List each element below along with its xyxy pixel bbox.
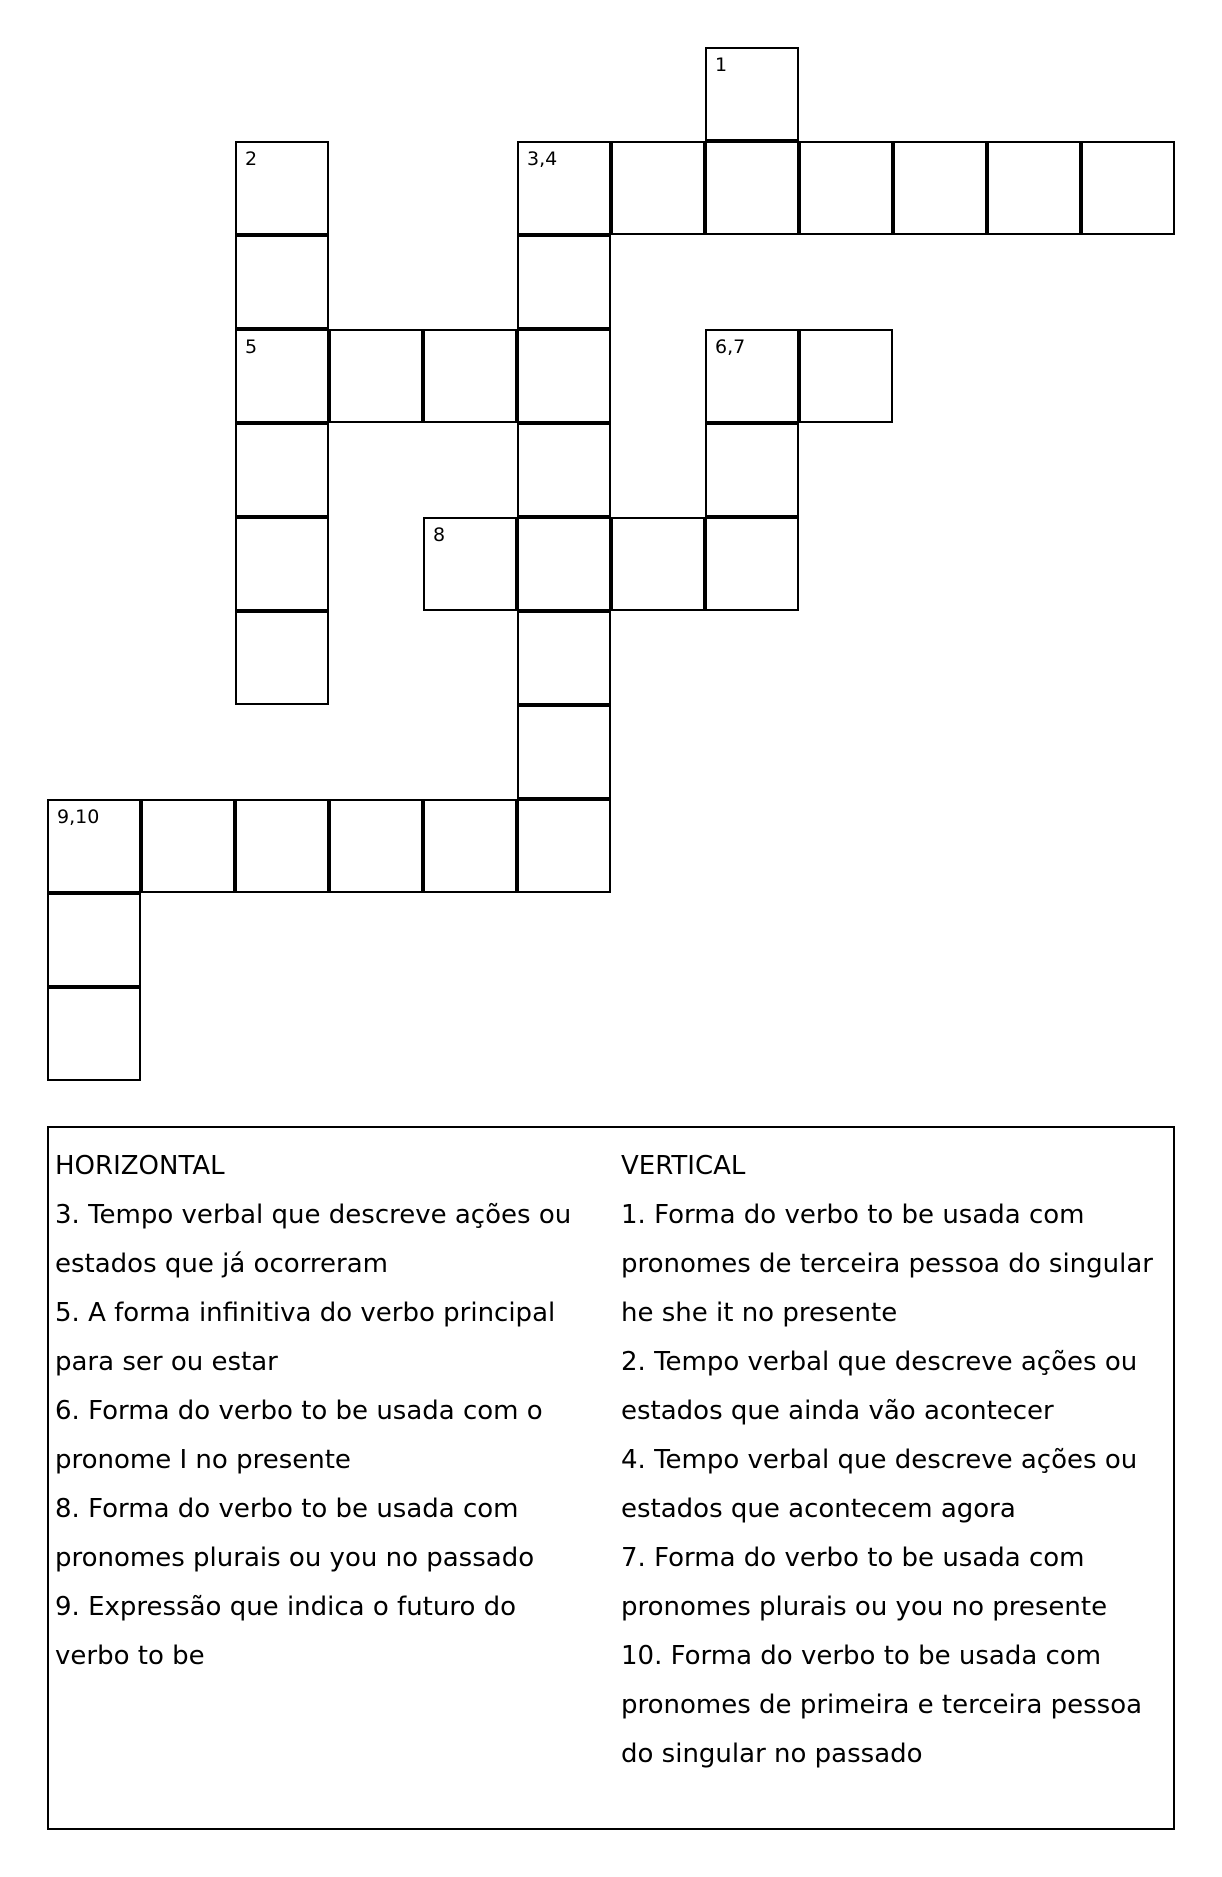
crossword-cell[interactable] [423, 517, 517, 611]
clue-number: 6,7 [715, 336, 746, 358]
crossword-cell[interactable] [235, 517, 329, 611]
crossword-cell[interactable] [235, 799, 329, 893]
crossword-cell[interactable] [705, 47, 799, 141]
crossword-cell[interactable] [893, 141, 987, 235]
crossword-cell[interactable] [517, 517, 611, 611]
crossword-cell[interactable] [423, 799, 517, 893]
horizontal-clue-line: pronome I no presente [55, 1445, 351, 1475]
crossword-cell[interactable] [705, 423, 799, 517]
crossword-cell[interactable] [1081, 141, 1175, 235]
crossword-cell[interactable] [329, 799, 423, 893]
horizontal-clue-line: 9. Expressão que indica o futuro do [55, 1592, 517, 1622]
horizontal-heading: HORIZONTAL [55, 1151, 225, 1181]
vertical-heading: VERTICAL [621, 1151, 746, 1181]
crossword-cell[interactable] [705, 517, 799, 611]
vertical-clue-line: 7. Forma do verbo to be usada com [621, 1543, 1085, 1573]
horizontal-clue-line: 3. Tempo verbal que descreve ações ou [55, 1200, 572, 1230]
crossword-cell[interactable] [799, 141, 893, 235]
vertical-clue-line: estados que acontecem agora [621, 1494, 1016, 1524]
vertical-clue-line: 10. Forma do verbo to be usada com [621, 1641, 1102, 1671]
crossword-cell[interactable] [799, 329, 893, 423]
crossword-cell[interactable] [329, 329, 423, 423]
vertical-clue-line: do singular no passado [621, 1739, 923, 1769]
crossword-cell[interactable] [611, 517, 705, 611]
horizontal-clue-line: estados que já ocorreram [55, 1249, 388, 1279]
clues-box [47, 1126, 1175, 1830]
crossword-cell[interactable] [517, 611, 611, 705]
crossword-cell[interactable] [141, 799, 235, 893]
crossword-cell[interactable] [235, 423, 329, 517]
crossword-cell[interactable] [47, 987, 141, 1081]
horizontal-clue-line: para ser ou estar [55, 1347, 278, 1377]
horizontal-clue-line: 8. Forma do verbo to be usada com [55, 1494, 519, 1524]
crossword-cell[interactable] [235, 141, 329, 235]
vertical-clue-line: 2. Tempo verbal que descreve ações ou [621, 1347, 1138, 1377]
crossword-cell[interactable] [517, 799, 611, 893]
horizontal-clue-line: pronomes plurais ou you no passado [55, 1543, 535, 1573]
crossword-cell[interactable] [517, 235, 611, 329]
crossword-cell[interactable] [235, 329, 329, 423]
crossword-cell[interactable] [517, 423, 611, 517]
crossword-cell[interactable] [235, 235, 329, 329]
vertical-clue-line: pronomes de primeira e terceira pessoa [621, 1690, 1143, 1720]
crossword-cell[interactable] [47, 893, 141, 987]
horizontal-clues [55, 1142, 607, 1681]
crossword-cell[interactable] [987, 141, 1081, 235]
crossword-cell[interactable] [517, 705, 611, 799]
crossword-cell[interactable] [47, 799, 141, 893]
clue-number: 9,10 [57, 806, 100, 828]
crossword-cell[interactable] [235, 611, 329, 705]
vertical-clues [621, 1142, 1173, 1779]
vertical-clue-line: 4. Tempo verbal que descreve ações ou [621, 1445, 1138, 1475]
clue-number: 3,4 [527, 148, 558, 170]
clue-number: 1 [715, 54, 728, 76]
horizontal-clue-line: 6. Forma do verbo to be usada com o [55, 1396, 543, 1426]
clue-number: 2 [245, 148, 258, 170]
clue-number: 8 [433, 524, 446, 546]
crossword-cell[interactable] [423, 329, 517, 423]
vertical-clue-line: estados que ainda vão acontecer [621, 1396, 1054, 1426]
crossword-cell[interactable] [517, 141, 611, 235]
crossword-cell[interactable] [517, 329, 611, 423]
vertical-clue-line: he she it no presente [621, 1298, 898, 1328]
horizontal-clue-line: 5. A forma infinitiva do verbo principal [55, 1298, 556, 1328]
vertical-clue-line: pronomes de terceira pessoa do singular [621, 1249, 1153, 1279]
vertical-clue-line: pronomes plurais ou you no presente [621, 1592, 1108, 1622]
clue-number: 5 [245, 336, 258, 358]
crossword-cell[interactable] [611, 141, 705, 235]
vertical-clue-line: 1. Forma do verbo to be usada com [621, 1200, 1085, 1230]
crossword-cell[interactable] [705, 141, 799, 235]
horizontal-clue-line: verbo to be [55, 1641, 205, 1671]
crossword-cell[interactable] [705, 329, 799, 423]
